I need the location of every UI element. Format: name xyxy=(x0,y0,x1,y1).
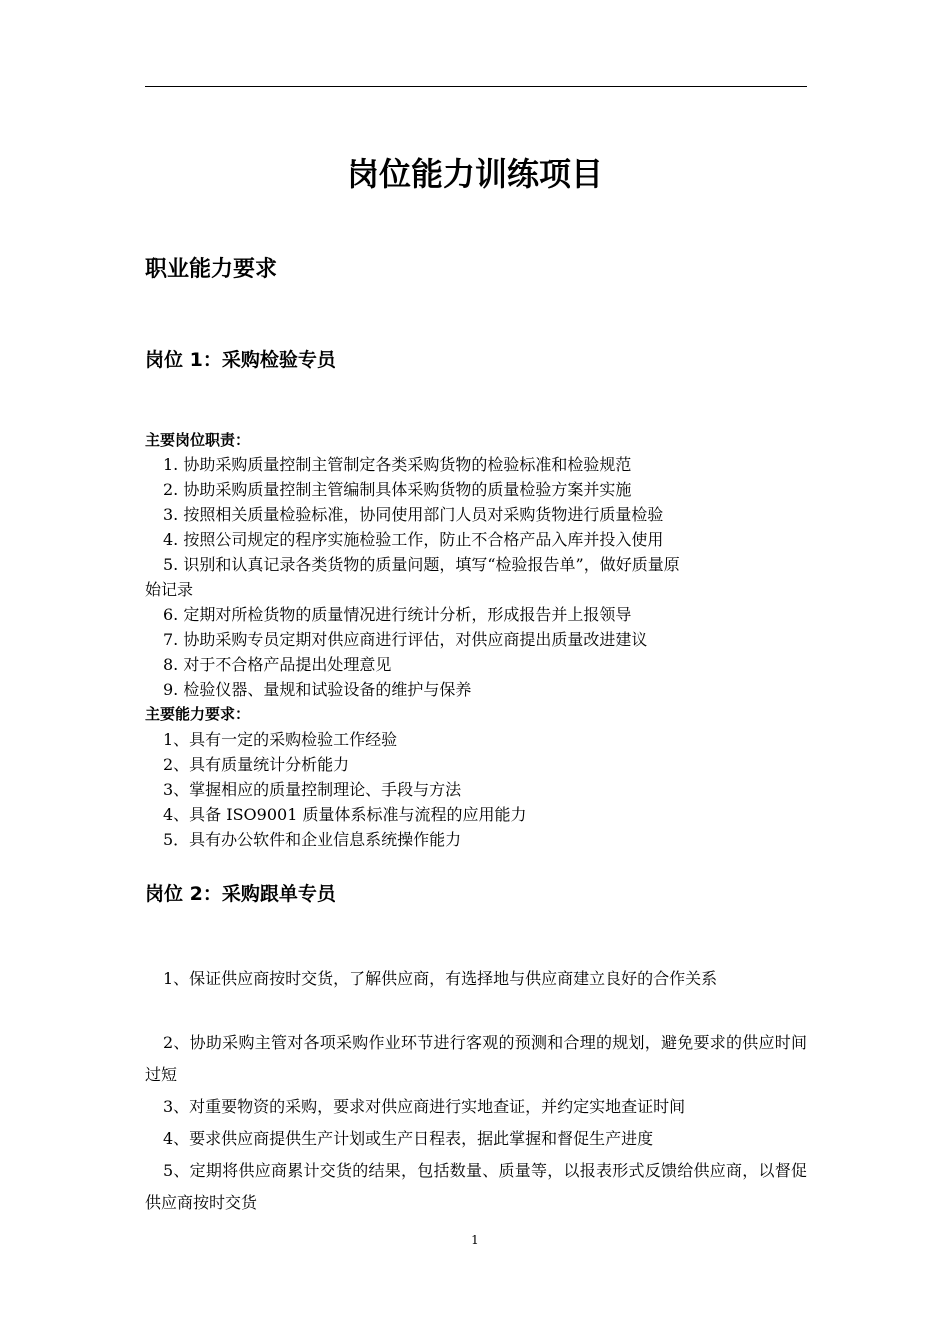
duty-paragraph-text: 4、要求供应商提供生产计划或生产日程表，据此掌握和督促生产进度 xyxy=(163,1129,654,1148)
ability-item: 5．具有办公软件和企业信息系统操作能力 xyxy=(163,830,462,849)
duty-item: 2. 协助采购质量控制主管编制具体采购货物的质量检验方案并实施 xyxy=(163,480,632,499)
section-heading: 职业能力要求 xyxy=(145,257,278,282)
duty-paragraph-text: 5、定期将供应商累计交货的结果，包括数量、质量等，以报表形式反馈给供应商，以督促供应商按时交货 xyxy=(145,1161,807,1212)
duty-item: 7. 协助采购专员定期对供应商进行评估，对供应商提出质量改进建议 xyxy=(163,630,648,649)
duty-item-continuation: 始记录 xyxy=(145,580,194,599)
document-title: 岗位能力训练项目 xyxy=(346,155,603,193)
duty-item: 9. 检验仪器、量规和试验设备的维护与保养 xyxy=(163,680,472,699)
position-1-heading: 岗位 1：采购检验专员 xyxy=(145,349,336,371)
duty-paragraph xyxy=(145,1155,807,1219)
duty-item: 1. 协助采购质量控制主管制定各类采购货物的检验标准和检验规范 xyxy=(163,455,632,474)
duty-item: 6. 定期对所检货物的质量情况进行统计分析，形成报告并上报领导 xyxy=(163,605,632,624)
duty-paragraph xyxy=(145,1091,807,1123)
page-number: 1 xyxy=(471,1233,479,1247)
duty-paragraph xyxy=(145,1027,807,1091)
duties-label: 主要岗位职责： xyxy=(145,431,251,449)
duty-paragraph-text: 1、保证供应商按时交货，了解供应商，有选择地与供应商建立良好的合作关系 xyxy=(163,969,718,988)
duty-paragraph-text: 3、对重要物资的采购，要求对供应商进行实地查证，并约定实地查证时间 xyxy=(163,1097,686,1116)
ability-item: 4、具备 ISO9001 质量体系标准与流程的应用能力 xyxy=(163,805,527,824)
duty-paragraph-text: 2、协助采购主管对各项采购作业环节进行客观的预测和合理的规划，避免要求的供应时间过短 xyxy=(145,1033,807,1084)
duty-item: 8. 对于不合格产品提出处理意见 xyxy=(163,655,392,674)
duty-paragraph xyxy=(145,963,807,995)
duty-paragraph xyxy=(145,1123,807,1155)
duty-item: 3. 按照相关质量检验标准，协同使用部门人员对采购货物进行质量检验 xyxy=(163,505,664,524)
position-2-heading: 岗位 2：采购跟单专员 xyxy=(145,883,336,905)
ability-item: 3、掌握相应的质量控制理论、手段与方法 xyxy=(163,780,462,799)
ability-item: 2、具有质量统计分析能力 xyxy=(163,755,350,774)
ability-item: 1、具有一定的采购检验工作经验 xyxy=(163,730,398,749)
duty-item: 4. 按照公司规定的程序实施检验工作，防止不合格产品入库并投入使用 xyxy=(163,530,664,549)
header-rule xyxy=(145,86,807,87)
abilities-label: 主要能力要求： xyxy=(145,705,251,723)
duty-item: 5. 识别和认真记录各类货物的质量问题，填写“检验报告单”，做好质量原 xyxy=(163,555,680,574)
